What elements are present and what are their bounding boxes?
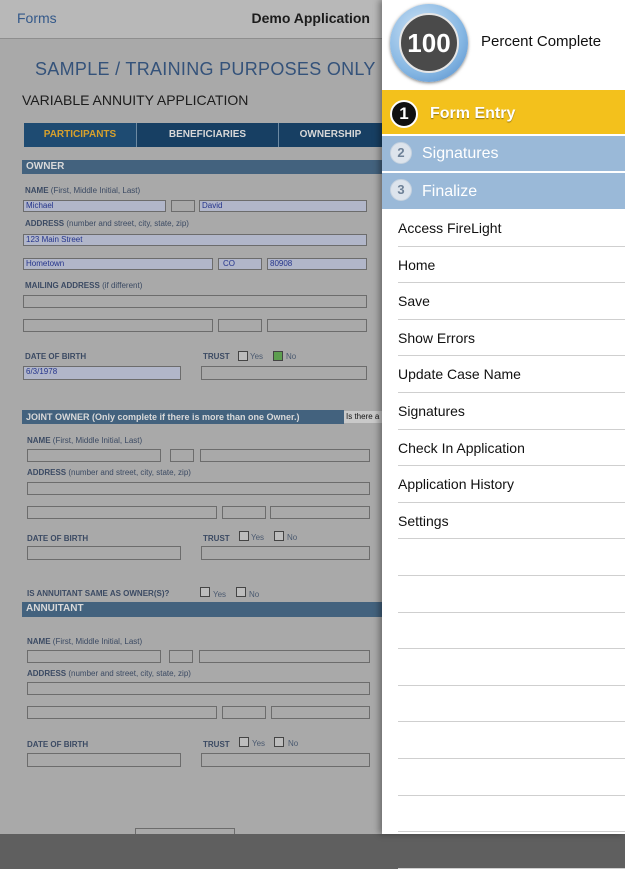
tab-participants[interactable]: PARTICIPANTS: [24, 123, 137, 147]
menu-empty-row: [398, 722, 625, 759]
annuitant-middle-initial-field[interactable]: [169, 650, 193, 663]
menu-empty-row: [398, 649, 625, 686]
joint-owner-address-label: ADDRESS (number and street, city, state, zip): [27, 468, 191, 477]
joint-owner-trust-yes-label: Yes: [251, 533, 265, 542]
owner-mailing-city-field[interactable]: [23, 319, 213, 332]
bottom-partial-field[interactable]: [135, 828, 235, 834]
menu-list: [398, 210, 625, 869]
joint-owner-trust-label: TRUST: [203, 534, 230, 543]
annuitant-address-label: ADDRESS (number and street, city, state, zip): [27, 669, 191, 678]
annuitant-city-field[interactable]: [27, 706, 217, 719]
joint-owner-last-name-field[interactable]: [200, 449, 370, 462]
step-3-label: Finalize: [422, 183, 478, 200]
progress-indicator: [390, 4, 468, 82]
joint-owner-first-name-field[interactable]: [27, 449, 161, 462]
owner-trust-yes-checkbox[interactable]: [238, 351, 248, 361]
annuitant-same-no-checkbox[interactable]: [236, 587, 246, 597]
menu-empty-row: [398, 576, 625, 613]
owner-section-header: OWNER: [22, 160, 382, 174]
annuitant-zip-field[interactable]: [271, 706, 370, 719]
joint-owner-trust-no-label: No: [287, 533, 298, 542]
annuitant-trust-label: TRUST: [203, 740, 230, 749]
annuitant-trust-no-checkbox[interactable]: [274, 737, 284, 747]
annuitant-street-field[interactable]: [27, 682, 370, 695]
menu-empty-row: [398, 832, 625, 869]
annuitant-first-name-field[interactable]: [27, 650, 161, 663]
annuitant-trust-yes-label: Yes: [252, 739, 266, 748]
annuitant-same-question: IS ANNUITANT SAME AS OWNER(S)?: [27, 589, 170, 598]
joint-owner-street-field[interactable]: [27, 482, 370, 495]
menu-item-update-case-name[interactable]: Update Case Name: [398, 356, 625, 393]
top-bar: [0, 0, 382, 39]
owner-address-label: ADDRESS (number and street, city, state, zip): [25, 219, 189, 228]
annuitant-section-header: ANNUITANT: [22, 602, 382, 617]
joint-owner-dob-label: DATE OF BIRTH: [27, 534, 89, 543]
app-title: Demo Application: [251, 10, 370, 26]
step-finalize[interactable]: [382, 173, 625, 209]
menu-item-access-firelight[interactable]: Access FireLight: [398, 210, 625, 247]
step-form-entry[interactable]: [382, 90, 625, 134]
annuitant-dob-field[interactable]: [27, 753, 181, 767]
menu-item-signatures[interactable]: Signatures: [398, 393, 625, 430]
form-tabs: [24, 123, 382, 147]
sample-watermark-title: SAMPLE / TRAINING PURPOSES ONLY: [35, 59, 376, 79]
step-1-label: Form Entry: [430, 105, 516, 122]
menu-item-check-in-application[interactable]: Check In Application: [398, 430, 625, 467]
menu-empty-row: [398, 796, 625, 833]
joint-owner-trust-no-checkbox[interactable]: [274, 531, 284, 541]
annuitant-trust-field[interactable]: [201, 753, 370, 767]
joint-owner-question-badge: Is there a: [344, 411, 382, 423]
owner-name-label: NAME (First, Middle Initial, Last): [25, 186, 141, 195]
owner-street-field[interactable]: 123 Main Street: [23, 234, 367, 246]
owner-trust-no-label: No: [286, 352, 297, 361]
owner-last-name-field[interactable]: David: [199, 200, 367, 212]
joint-owner-trust-yes-checkbox[interactable]: [239, 531, 249, 541]
menu-empty-row: [398, 759, 625, 796]
annuitant-same-yes-label: Yes: [213, 590, 227, 599]
menu-empty-row: [398, 613, 625, 650]
annuitant-same-no-label: No: [249, 590, 260, 599]
step-3-number-icon: 3: [390, 179, 412, 201]
owner-middle-initial-field[interactable]: [171, 200, 195, 212]
annuitant-state-field[interactable]: [222, 706, 266, 719]
annuitant-dob-label: DATE OF BIRTH: [27, 740, 89, 749]
progress-value: 100: [399, 13, 459, 73]
joint-owner-state-field[interactable]: [222, 506, 266, 519]
owner-trust-yes-label: Yes: [250, 352, 264, 361]
step-2-number-icon: 2: [390, 142, 412, 164]
menu-item-application-history[interactable]: Application History: [398, 466, 625, 503]
step-1-number-icon: 1: [390, 100, 418, 128]
owner-zip-field[interactable]: 80908: [267, 258, 367, 270]
annuitant-last-name-field[interactable]: [199, 650, 370, 663]
owner-trust-no-checkbox[interactable]: [273, 351, 283, 361]
annuitant-same-yes-checkbox[interactable]: [200, 587, 210, 597]
forms-back-link[interactable]: Forms: [17, 10, 57, 26]
tab-beneficiaries[interactable]: BENEFICIARIES: [137, 123, 279, 147]
joint-owner-city-field[interactable]: [27, 506, 217, 519]
owner-dob-field[interactable]: 6/3/1978: [23, 366, 181, 380]
annuitant-name-label: NAME (First, Middle Initial, Last): [27, 637, 143, 646]
owner-mailing-street-field[interactable]: [23, 295, 367, 308]
tab-ownership[interactable]: OWNERSHIP: [299, 129, 362, 140]
joint-owner-name-label: NAME (First, Middle Initial, Last): [27, 436, 143, 445]
joint-owner-dob-field[interactable]: [27, 546, 181, 560]
form-title: VARIABLE ANNUITY APPLICATION: [22, 92, 249, 108]
owner-trust-field[interactable]: [201, 366, 367, 380]
owner-dob-label: DATE OF BIRTH: [25, 352, 87, 361]
owner-city-field[interactable]: Hometown: [23, 258, 213, 270]
menu-empty-row: [398, 686, 625, 723]
menu-item-show-errors[interactable]: Show Errors: [398, 320, 625, 357]
menu-item-save[interactable]: Save: [398, 283, 625, 320]
owner-state-field[interactable]: CO: [218, 258, 262, 270]
step-2-label: Signatures: [422, 145, 499, 162]
owner-mailing-zip-field[interactable]: [267, 319, 367, 332]
joint-owner-trust-field[interactable]: [201, 546, 370, 560]
owner-first-name-field[interactable]: Michael: [23, 200, 166, 212]
owner-mailing-state-field[interactable]: [218, 319, 262, 332]
joint-owner-middle-initial-field[interactable]: [170, 449, 194, 462]
menu-empty-row: [398, 539, 625, 576]
owner-mailing-label: MAILING ADDRESS (if different): [25, 281, 143, 290]
annuitant-trust-yes-checkbox[interactable]: [239, 737, 249, 747]
menu-item-home[interactable]: Home: [398, 247, 625, 284]
joint-owner-section-header: JOINT OWNER (Only complete if there is more than one Owner.): [22, 410, 344, 424]
annuitant-trust-no-label: No: [288, 739, 299, 748]
step-signatures[interactable]: [382, 136, 625, 171]
progress-label: Percent Complete: [481, 33, 602, 50]
owner-trust-label: TRUST: [203, 352, 230, 361]
menu-item-settings[interactable]: Settings: [398, 503, 625, 540]
joint-owner-zip-field[interactable]: [270, 506, 370, 519]
